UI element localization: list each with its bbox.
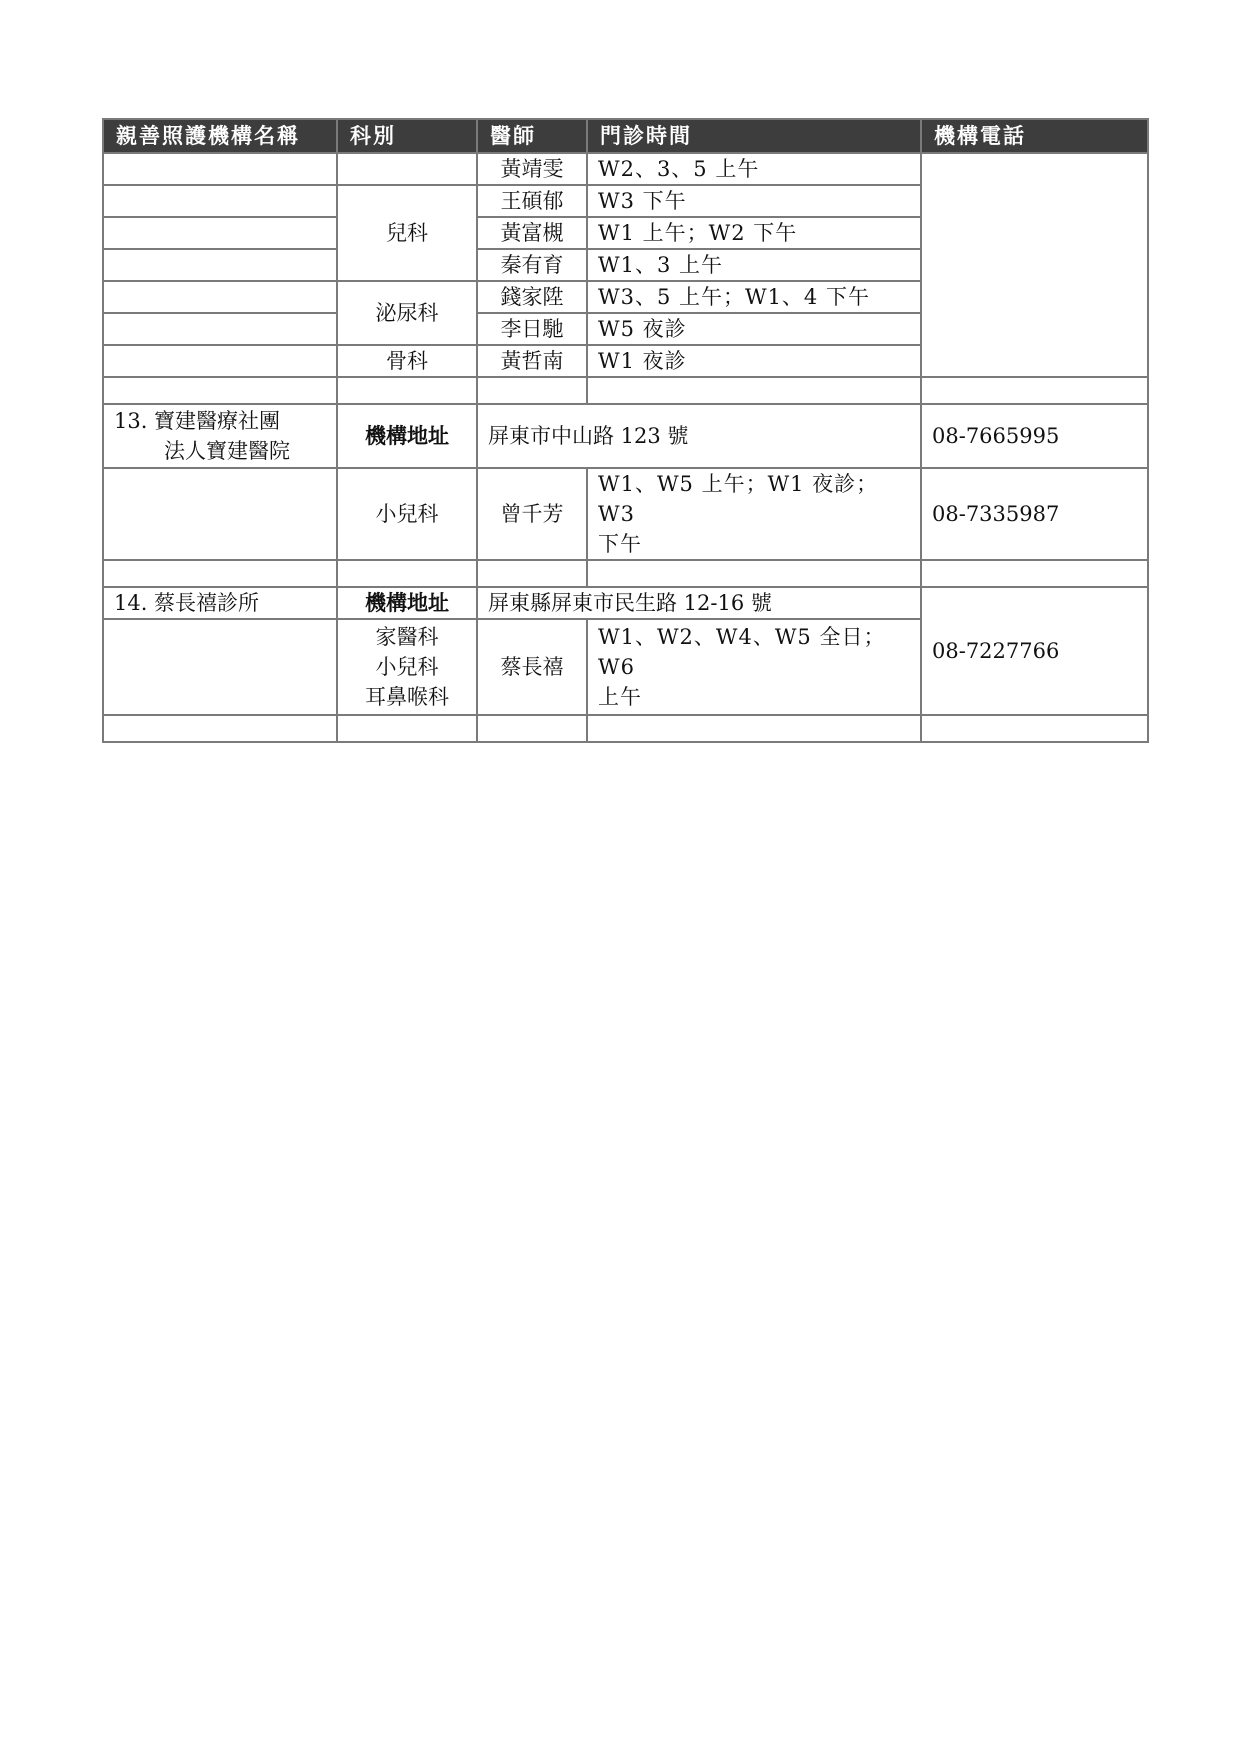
department: 耳鼻喉科 <box>365 685 449 709</box>
header-department: 科別 <box>337 119 477 153</box>
doctor-name: 曾千芳 <box>477 468 587 560</box>
table-row <box>103 468 1148 560</box>
address-label: 機構地址 <box>337 404 477 468</box>
table-cell <box>103 619 337 715</box>
department-list <box>337 619 477 715</box>
table-cell <box>103 345 337 377</box>
address-label: 機構地址 <box>337 587 477 619</box>
doctor-name: 黃哲南 <box>477 345 587 377</box>
address: 屏東市中山路 123 號 <box>477 404 921 468</box>
doctor-name: 秦有育 <box>477 249 587 281</box>
clinic-hours: W1、3 上午 <box>587 249 921 281</box>
spacer-row <box>103 715 1148 742</box>
spacer-row <box>103 377 1148 404</box>
header-clinic-hours: 門診時間 <box>587 119 921 153</box>
clinic-hours: W2、3、5 上午 <box>587 153 921 185</box>
doctor-name: 黃靖雯 <box>477 153 587 185</box>
clinic-hours: W3 下午 <box>587 185 921 217</box>
clinic-hours: W1 上午；W2 下午 <box>587 217 921 249</box>
spacer-row <box>103 560 1148 587</box>
clinic-hours-line: 上午 <box>598 685 642 709</box>
department: 兒科 <box>337 185 477 281</box>
institution-name-line: 法人寶建醫院 <box>164 439 290 463</box>
clinic-table <box>102 118 1149 743</box>
doctor-name: 蔡長禧 <box>477 619 587 715</box>
clinic-hours: W5 夜診 <box>587 313 921 345</box>
clinic-hours <box>587 468 921 560</box>
department: 骨科 <box>337 345 477 377</box>
institution-number: 14. <box>114 591 148 615</box>
table-cell <box>103 468 337 560</box>
phone: 08-7227766 <box>921 587 1148 715</box>
phone: 08-7335987 <box>921 468 1148 560</box>
institution-row <box>103 587 1148 619</box>
department: 小兒科 <box>375 655 439 679</box>
department: 小兒科 <box>337 468 477 560</box>
doctor-name: 王碩郁 <box>477 185 587 217</box>
department: 家醫科 <box>375 625 439 649</box>
table-cell <box>103 281 337 313</box>
header-row <box>103 119 1148 153</box>
header-doctor: 醫師 <box>477 119 587 153</box>
table-row <box>103 153 1148 185</box>
header-phone: 機構電話 <box>921 119 1148 153</box>
table-cell <box>103 217 337 249</box>
clinic-hours-line: W1、W5 上午；W1 夜診；W3 <box>598 472 879 526</box>
doctor-name: 李日馳 <box>477 313 587 345</box>
doctor-name: 黃富槻 <box>477 217 587 249</box>
clinic-hours: W1 夜診 <box>587 345 921 377</box>
table-cell <box>337 153 477 185</box>
clinic-hours-line: W1、W2、W4、W5 全日；W6 <box>598 625 886 679</box>
institution-name-line: 寶建醫療社團 <box>154 409 280 433</box>
institution-name <box>103 404 337 468</box>
institution-row <box>103 404 1148 468</box>
table-cell <box>103 185 337 217</box>
doctor-name: 錢家陞 <box>477 281 587 313</box>
institution-name-line: 蔡長禧診所 <box>154 591 259 615</box>
phone: 08-7665995 <box>921 404 1148 468</box>
institution-number: 13. <box>114 409 148 433</box>
department: 泌尿科 <box>337 281 477 345</box>
address: 屏東縣屏東市民生路 12-16 號 <box>477 587 921 619</box>
table-cell <box>103 153 337 185</box>
table-cell <box>103 313 337 345</box>
clinic-hours <box>587 619 921 715</box>
header-institution: 親善照護機構名稱 <box>103 119 337 153</box>
clinic-hours: W3、5 上午；W1、4 下午 <box>587 281 921 313</box>
phone-cell <box>921 153 1148 377</box>
table-cell <box>103 249 337 281</box>
clinic-hours-line: 下午 <box>598 532 642 556</box>
institution-name <box>103 587 337 619</box>
